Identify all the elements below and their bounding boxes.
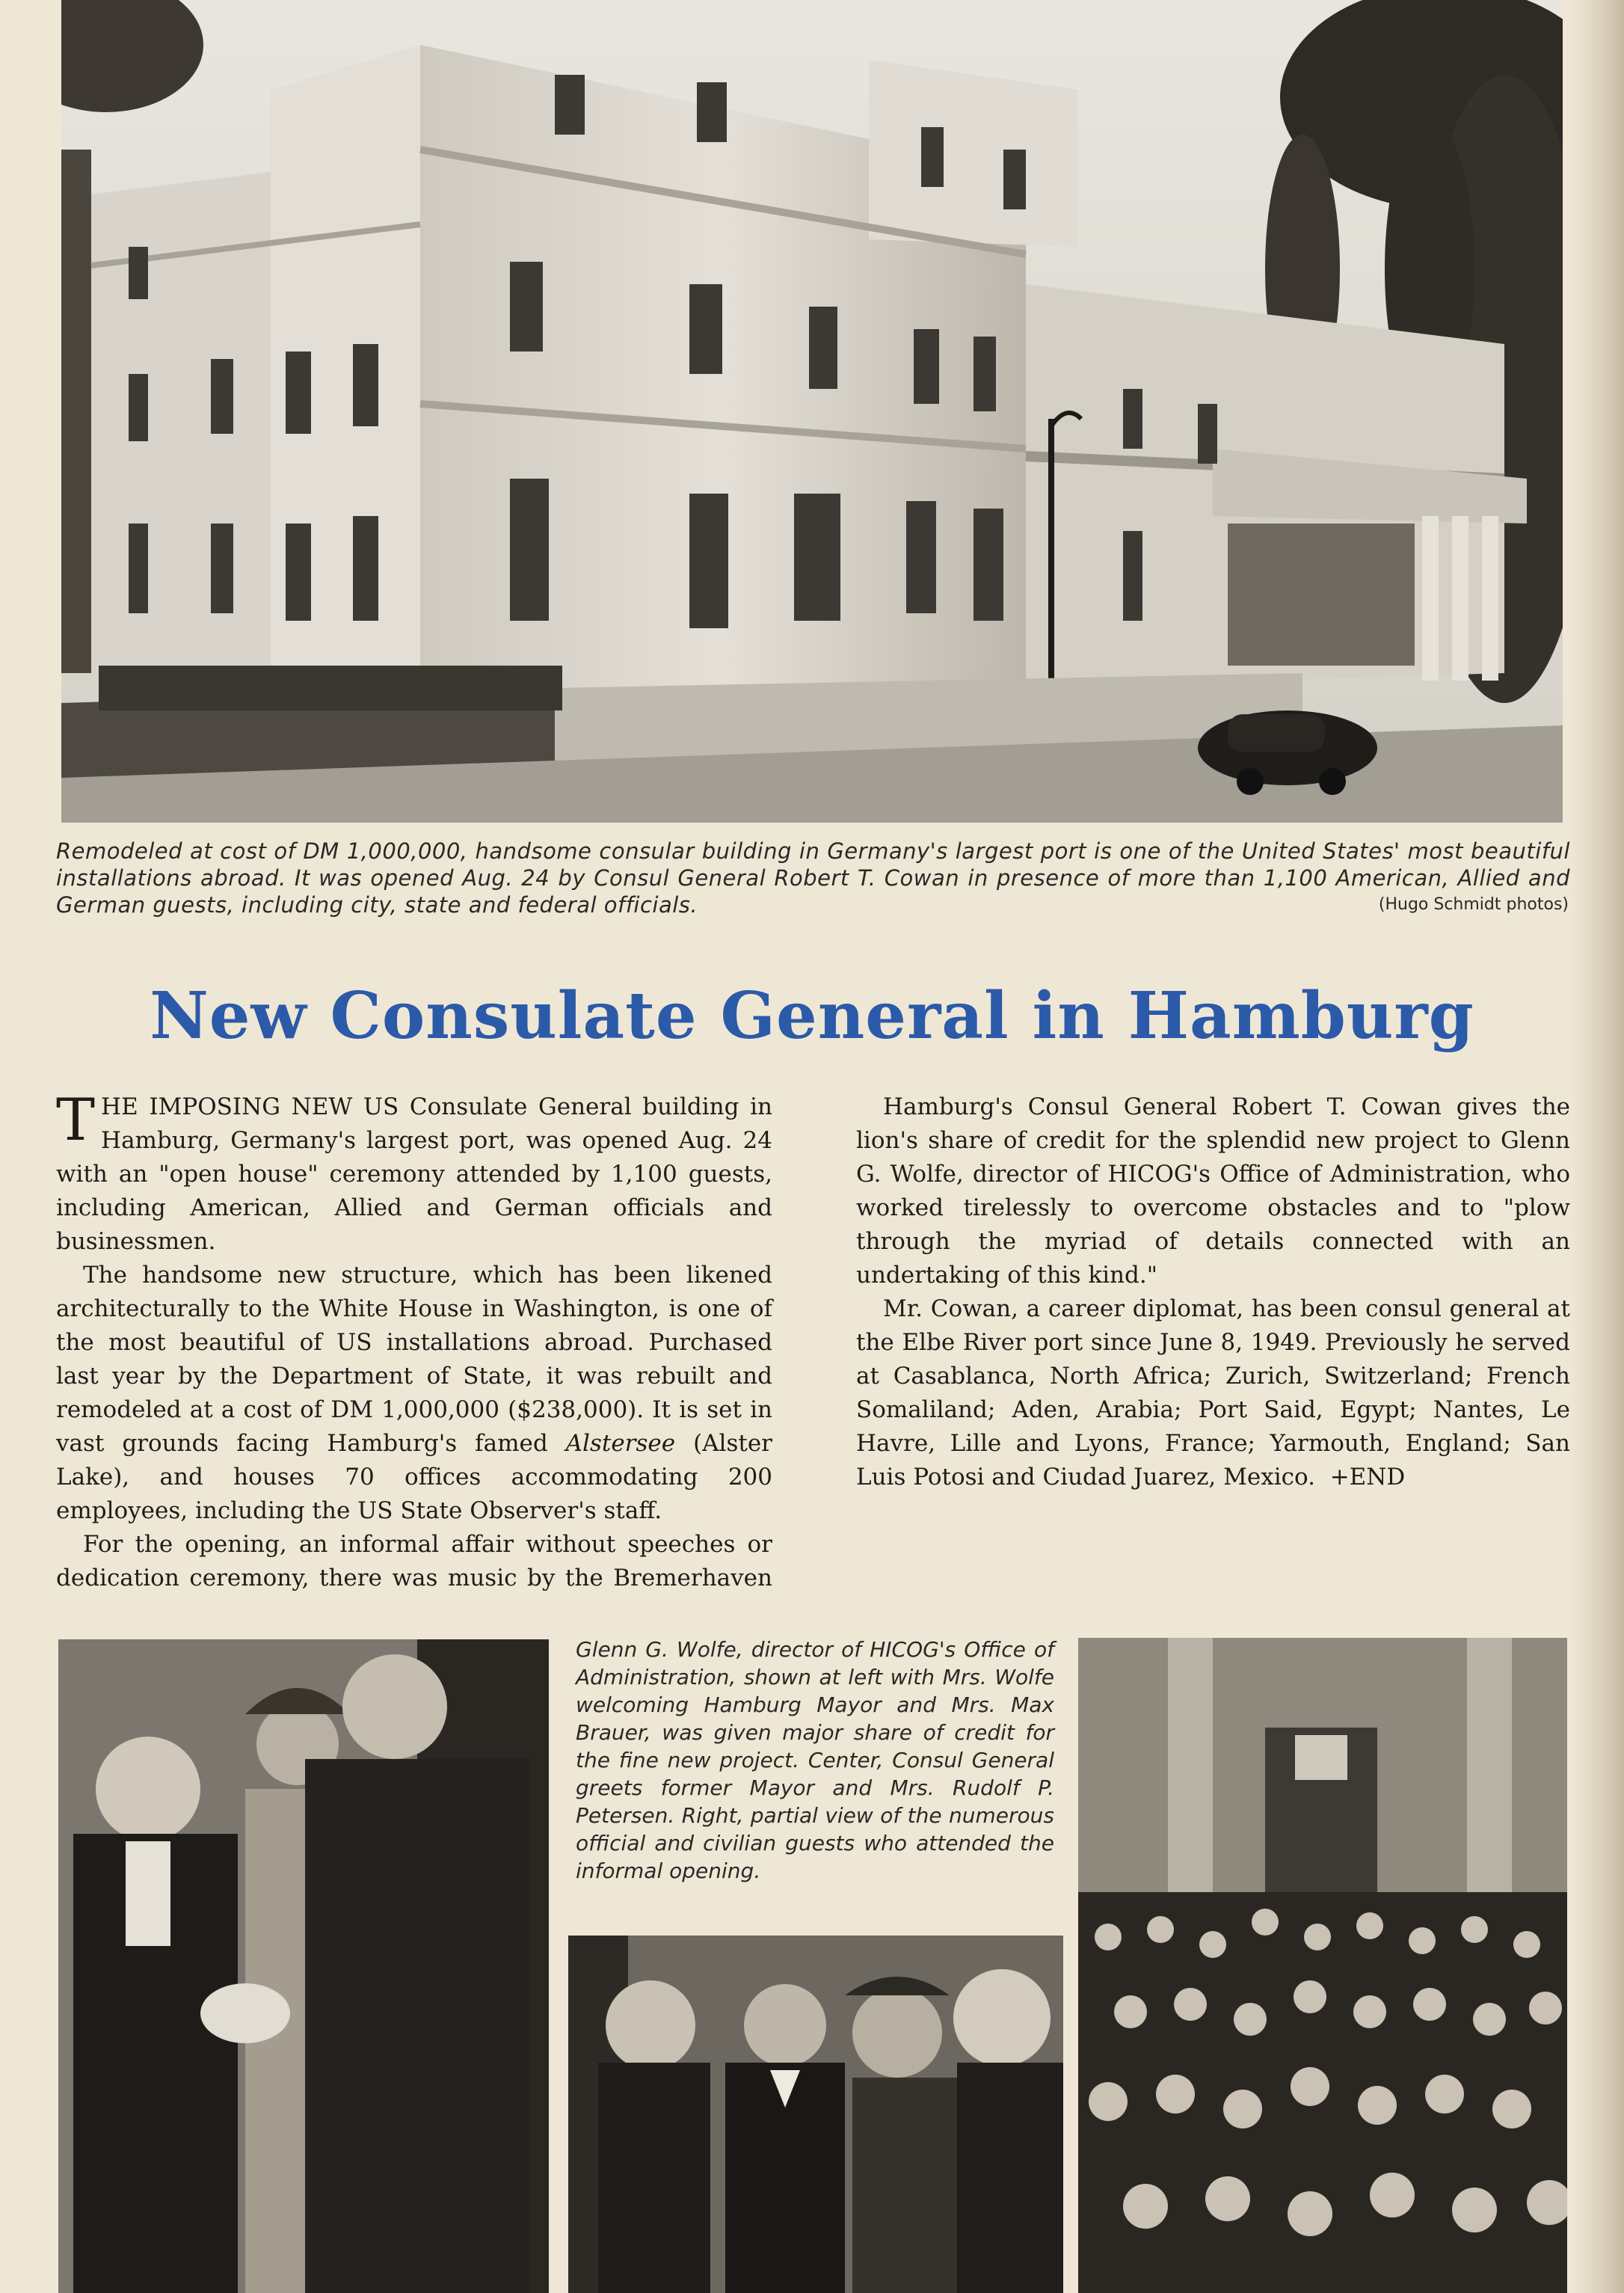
article-column-right <box>856 1090 1570 1494</box>
article-column-left <box>56 1087 772 1595</box>
group-caption: Glenn G. Wolfe, director of HICOG's Office of Administration, shown at left with Mrs. Wolfe welcoming Hamburg Mayor and Mrs. Max Brauer, was given major share of credit for the fine new project. Center, Consul General greets former Mayor and Mrs. Rudolf P. Petersen. Right, partial view of the numerous official and civilian guests who attended the informal opening. <box>576 1637 1054 1883</box>
paragraph-career: Mr. Cowan, a career diplomat, has been consul general at the Elbe River port since June 8, 1949. Previously he served at Casablanca, North Africa; Zurich, Switzerland; French Somaliland; Aden, Arabia; Port Said, Egypt; Nantes, Le Havre, Lille and Lyons, France; Yarmouth, England; San Luis Potosi and Ciudad Juarez, Mexico. +END <box>856 1295 1570 1491</box>
paragraph-lead: THE IMPOSING NEW US Consulate General building in Hamburg, Germany's largest port, was opened Aug. 24 with an "open house" ceremony attended by 1,100 guests, including American, Allied and German officials and businessmen. <box>56 1087 772 1255</box>
wolfe-greeting-photo <box>58 1639 549 2293</box>
end-mark: +END <box>1329 1464 1406 1491</box>
paragraph-credit: Hamburg's Consul General Robert T. Cowan gives the lion's share of credit for the splendid new project to Glenn G. Wolfe, director of HICOG's Office of Administration, who worked tirelessly to overcome obstacles and to "plow through the myriad of details connected with an undertaking of this kind." <box>856 1093 1570 1289</box>
article-title: New Consulate General in Hamburg <box>150 978 1474 1054</box>
photo-credit: (Hugo Schmidt photos) <box>1378 895 1569 914</box>
drop-cap: T <box>56 1087 96 1154</box>
cowan-greeting-photo <box>568 1936 1063 2293</box>
paragraph-opening: For the opening, an informal affair without speeches or dedication ceremony, there was music by the Bremerhaven <box>56 1531 772 1591</box>
page-edge <box>1572 0 1624 2293</box>
paragraph-structure: The handsome new structure, which has been likened architecturally to the White House in Washington, is one of the most beautiful of US installations abroad. Purchased last year by the Department of State, it was rebuilt and remodeled at a cost of DM 1,000,000 ($238,000). It is set in vast grounds facing Hamburg's famed Alstersee (Alster Lake), and houses 70 offices accommodating 200 employees, including the US State Observer's staff. <box>56 1262 772 1524</box>
consulate-building-photo <box>61 0 1563 823</box>
guests-crowd-photo <box>1078 1638 1567 2293</box>
hero-caption: Remodeled at cost of DM 1,000,000, handsome consular building in Germany's largest port is one of the United States' most beautiful installations abroad. It was opened Aug. 24 by Consul General Robert T. Cowan in presence of more than 1,100 American, Allied and German guests, including city, state and federal officials. <box>56 838 1570 918</box>
